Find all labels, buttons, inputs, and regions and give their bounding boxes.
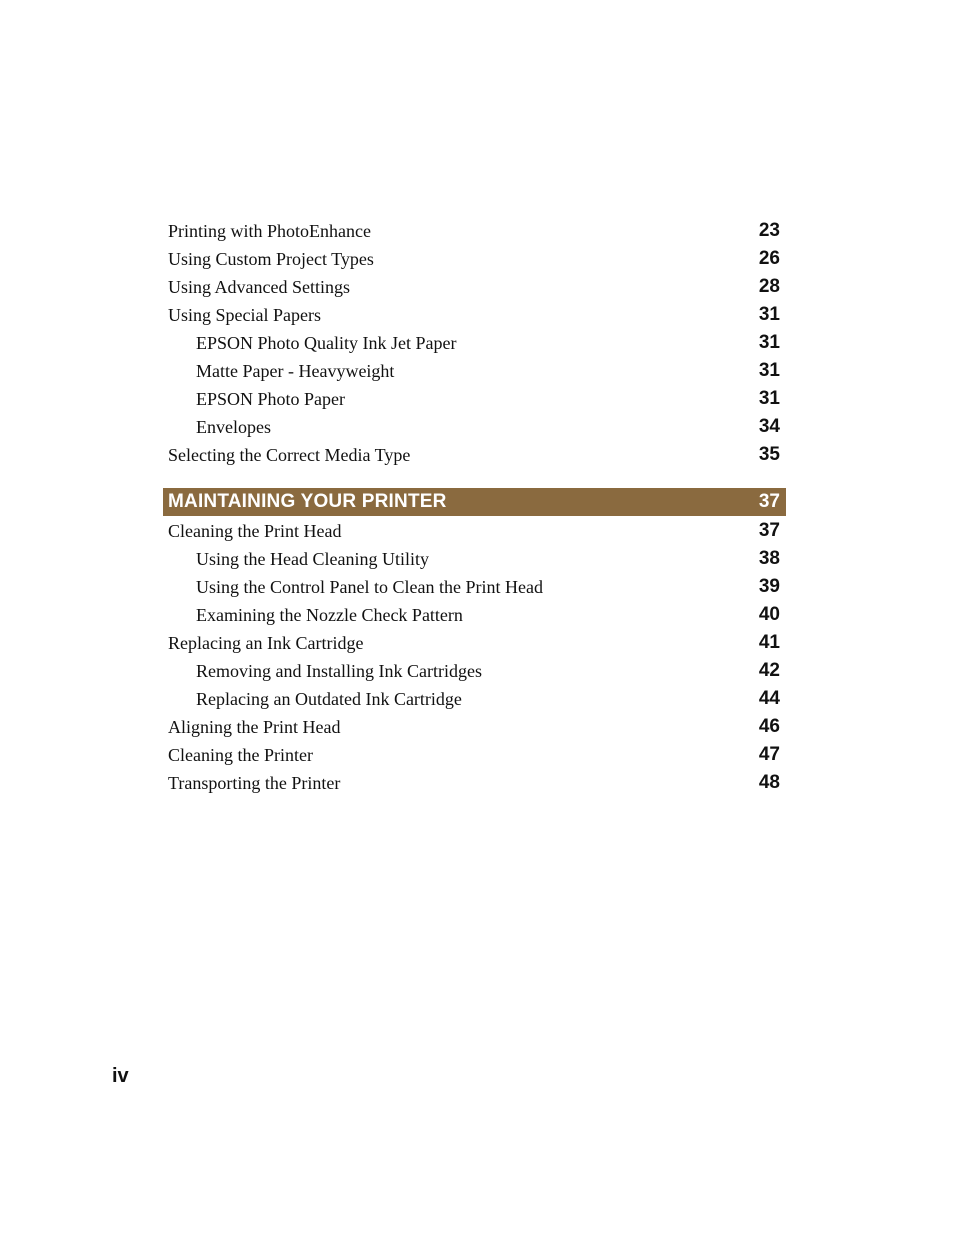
toc-entry-title: Using Custom Project Types <box>168 248 374 269</box>
toc-entry-title: Using Special Papers <box>168 304 321 325</box>
toc-entry-page: 47 <box>758 744 780 765</box>
toc-list-section <box>163 517 786 797</box>
toc-subentry[interactable] <box>163 685 786 713</box>
toc-entry-title: Matte Paper - Heavyweight <box>196 360 395 381</box>
toc-entry-page: 28 <box>758 276 780 297</box>
toc-entry-title: Aligning the Print Head <box>168 716 341 737</box>
toc-entry-page: 31 <box>758 388 780 409</box>
toc-entry-title: Transporting the Printer <box>168 772 341 793</box>
toc-entry[interactable] <box>163 245 786 273</box>
toc-entry-page: 23 <box>758 220 780 241</box>
toc-entry-title: Using Advanced Settings <box>168 276 350 297</box>
toc-subentry[interactable] <box>163 545 786 573</box>
toc-entry-page: 44 <box>758 688 780 709</box>
toc-entry[interactable] <box>163 629 786 657</box>
toc-entry[interactable] <box>163 301 786 329</box>
toc-entry-title: Printing with PhotoEnhance <box>168 220 371 241</box>
toc-entry-title: Envelopes <box>196 416 271 437</box>
toc-entry-page: 37 <box>758 520 780 541</box>
toc-entry-title: Removing and Installing Ink Cartridges <box>196 660 482 681</box>
toc-entry-page: 48 <box>758 772 780 793</box>
section-page: 37 <box>758 491 780 512</box>
toc-subentry[interactable] <box>163 601 786 629</box>
toc-entry-title: EPSON Photo Paper <box>196 388 346 409</box>
section-title: MAINTAINING YOUR PRINTER <box>168 491 447 512</box>
toc-entry[interactable] <box>163 441 786 469</box>
toc-entry-title: Selecting the Correct Media Type <box>168 444 411 465</box>
toc-subentry[interactable] <box>163 413 786 441</box>
toc-entry-page: 39 <box>758 576 780 597</box>
toc-entry-page: 26 <box>758 248 780 269</box>
toc-entry-title: Examining the Nozzle Check Pattern <box>196 604 463 625</box>
toc-subentry[interactable] <box>163 657 786 685</box>
toc-entry-page: 31 <box>758 360 780 381</box>
toc-entry-page: 34 <box>758 416 780 437</box>
toc-entry-title: Using the Head Cleaning Utility <box>196 548 429 569</box>
toc-subentry[interactable] <box>163 385 786 413</box>
toc-entry[interactable] <box>163 273 786 301</box>
toc-entry-page: 38 <box>758 548 780 569</box>
toc-entry[interactable] <box>163 713 786 741</box>
toc-entry-title: Using the Control Panel to Clean the Print Head <box>196 576 543 597</box>
toc-subentry[interactable] <box>163 329 786 357</box>
toc-entry-page: 35 <box>758 444 780 465</box>
toc-entry-title: Replacing an Outdated Ink Cartridge <box>196 688 462 709</box>
toc-entry-page: 42 <box>758 660 780 681</box>
toc-entry[interactable] <box>163 769 786 797</box>
toc-entry[interactable] <box>163 217 786 245</box>
section-header-maintaining[interactable] <box>163 488 786 516</box>
toc-entry-page: 31 <box>758 332 780 353</box>
toc-entry-title: Cleaning the Print Head <box>168 520 342 541</box>
page-number: iv <box>112 1065 129 1087</box>
toc-entry-title: Replacing an Ink Cartridge <box>168 632 364 653</box>
toc-entry-title: EPSON Photo Quality Ink Jet Paper <box>196 332 457 353</box>
toc-entry[interactable] <box>163 741 786 769</box>
toc-entry-page: 31 <box>758 304 780 325</box>
toc-entry-page: 40 <box>758 604 780 625</box>
toc-subentry[interactable] <box>163 573 786 601</box>
toc-entry[interactable] <box>163 517 786 545</box>
toc-entry-page: 41 <box>758 632 780 653</box>
toc-entry-title: Cleaning the Printer <box>168 744 313 765</box>
toc-entry-page: 46 <box>758 716 780 737</box>
toc-list-top <box>163 217 786 469</box>
toc-subentry[interactable] <box>163 357 786 385</box>
